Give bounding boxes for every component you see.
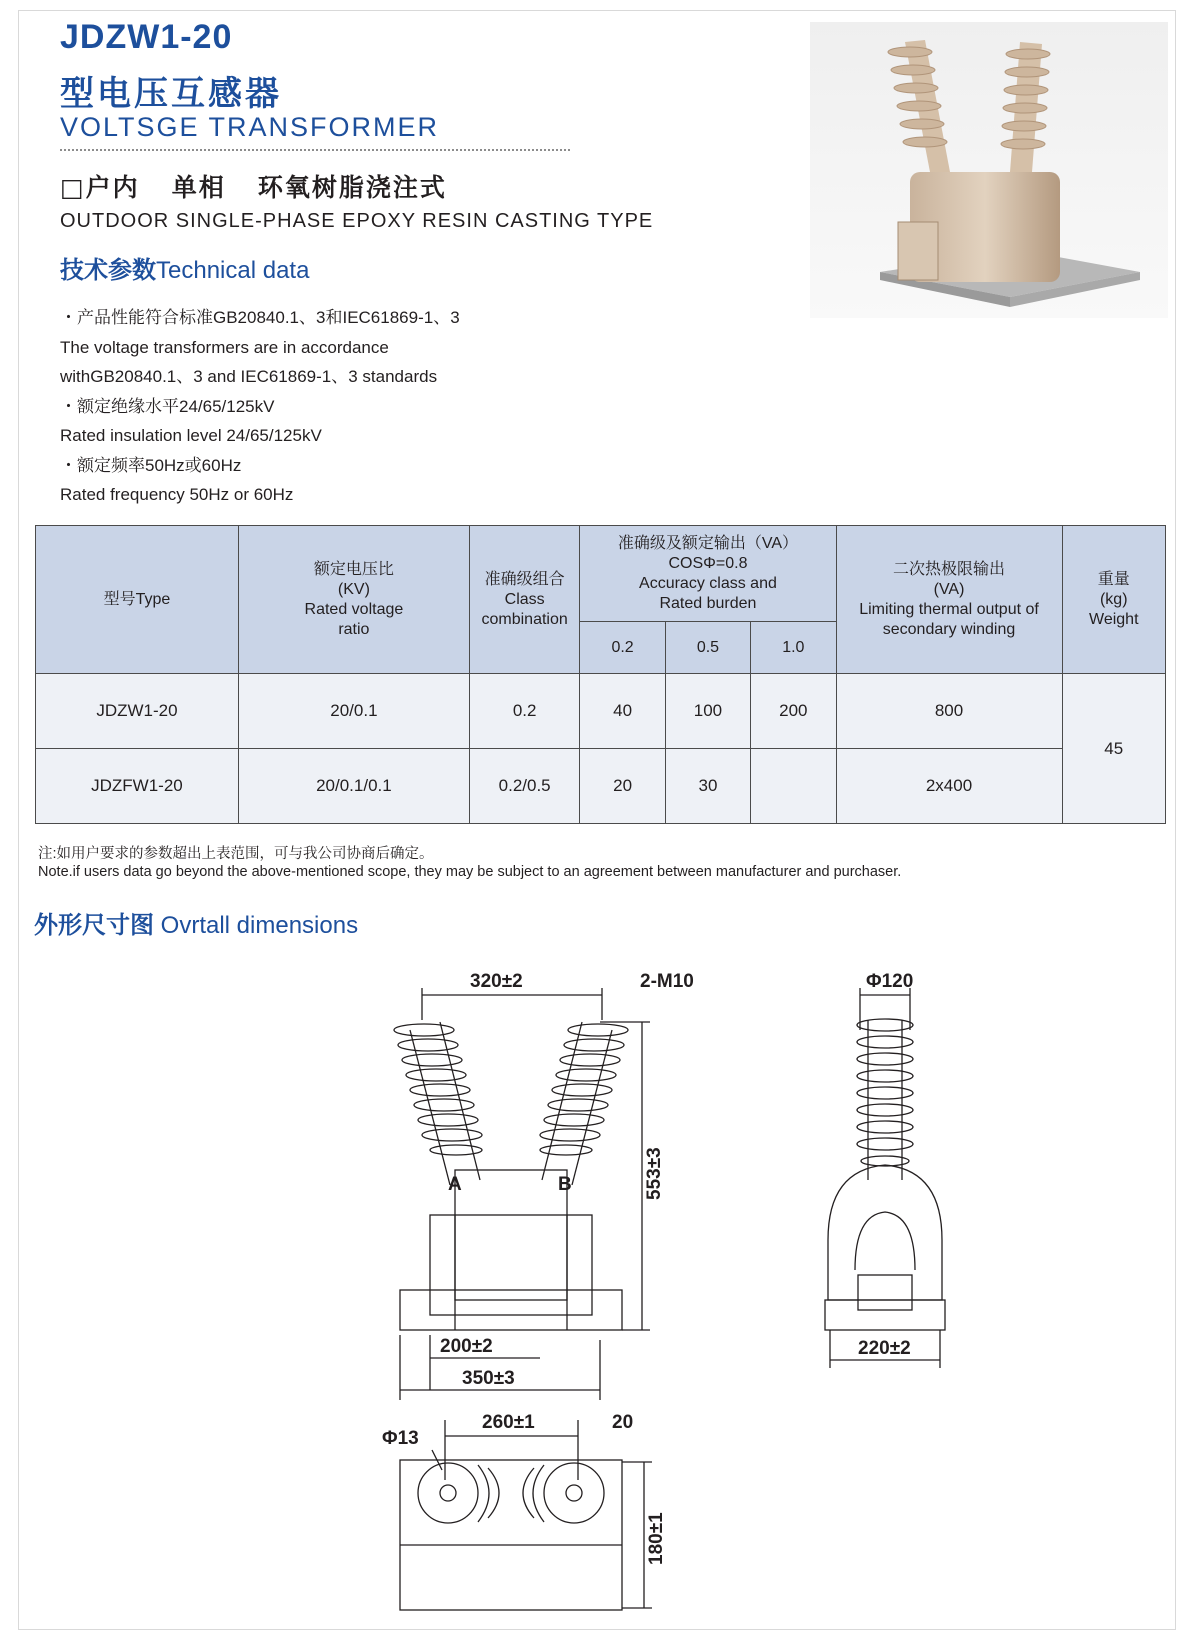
label-2-m10: 2-M10 [640,971,694,992]
front-body [400,1170,622,1330]
spec-line: The voltage transformers are in accordance [60,337,389,357]
header-thermal: 二次热极限输出 (VA) Limiting thermal output of secondary winding [836,526,1062,674]
product-title-en: VOLTSGE TRANSFORMER [60,112,440,142]
header-type: 型号Type [36,526,239,674]
label-350: 350±3 [462,1368,515,1389]
label-b: B [558,1174,572,1195]
spec-line: withGB20840.1、3 and IEC61869-1、3 standards [60,367,438,386]
insulator-a [394,1022,482,1185]
dimensions-heading-en: Ovrtall dimensions [160,912,359,939]
spec-line: Rated insulation level 24/65/125kV [60,426,322,445]
dimensions-heading-cn: 外形尺寸图 [34,911,154,939]
header-weight: 重量 (kg) Weight [1062,526,1165,674]
label-phi13: Φ13 [382,1428,419,1449]
label-a: A [448,1174,462,1195]
header-sub-10: 1.0 [751,622,836,674]
header-sub-02: 0.2 [580,622,665,674]
label-260: 260±1 [482,1412,535,1433]
spec-line: ・额定绝缘水平24/65/125kV [60,396,275,416]
label-220: 220±2 [858,1338,911,1359]
type-description-cn: □户内 单相 环氧树脂浇注式 [60,173,447,202]
insulator-b [540,1022,628,1185]
technical-data-heading-en: Technical data [156,257,310,284]
label-320: 320±2 [470,971,523,992]
label-553: 553±3 [644,1147,665,1200]
model-title: JDZW1-20 [60,18,233,56]
plan-outline [400,1460,622,1610]
technical-data-heading-cn: 技术参数 [60,256,156,284]
label-20: 20 [612,1412,634,1433]
type-description-en: OUTDOOR SINGLE-PHASE EPOXY RESIN CASTING TYPE [60,210,654,232]
note-cn: 注:如用户要求的参数超出上表范围，可与我公司协商后确定。 [38,846,434,862]
table-row: JDZFW1-20 20/0.1/0.1 0.2/0.5 20 30 2x400 [36,749,1166,824]
note-en: Note.if users data go beyond the above-mentioned scope, they may be subject to an agreement between manufacturer and purchaser. [38,864,902,880]
spec-line: Rated frequency 50Hz or 60Hz [60,485,294,504]
label-phi120: Φ120 [866,971,914,992]
table-row: JDZW1-20 20/0.1 0.2 40 100 200 800 45 [36,674,1166,749]
header-ratio: 额定电压比 (KV) Rated voltage ratio [238,526,469,674]
side-body [825,1165,945,1330]
side-insulator [857,1019,913,1180]
spec-line: ・额定频率50Hz或60Hz [60,455,242,475]
header-output: 准确级及额定输出（VA） COSΦ=0.8 Accuracy class and Rated burden [580,526,836,622]
weight-cell: 45 [1062,674,1165,824]
label-200: 200±2 [440,1336,493,1357]
header-sub-05: 0.5 [665,622,750,674]
label-180: 180±1 [646,1512,667,1565]
product-title-cn: 型电压互感器 [60,74,282,114]
header-class: 准确级组合 Class combination [469,526,579,674]
spec-line: ・产品性能符合标准GB20840.1、3和IEC61869-1、3 [60,308,460,327]
